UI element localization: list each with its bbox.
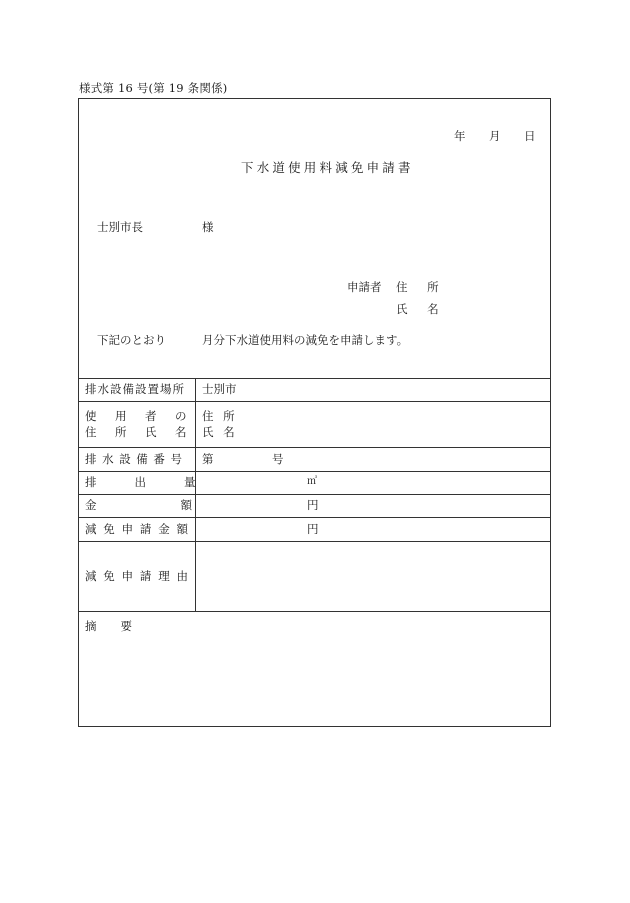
table-rule xyxy=(79,378,550,379)
date-year-label: 年 xyxy=(454,129,466,143)
statement-prefix: 下記のとおり xyxy=(97,333,166,347)
form-title: 下水道使用料減免申請書 xyxy=(241,160,414,175)
user-name-label: 氏 名 xyxy=(202,425,238,439)
table-rule xyxy=(79,517,550,518)
equipment-number-prefix: 第 xyxy=(202,452,214,466)
date-day-label: 日 xyxy=(524,129,536,143)
addressee: 士別市長 xyxy=(97,220,143,234)
honorific: 様 xyxy=(202,220,214,234)
applicant-name-label: 氏 名 xyxy=(396,302,447,316)
user-address-label: 住 所 xyxy=(202,409,238,423)
table-rule xyxy=(79,447,550,448)
statement-body: 月分下水道使用料の減免を申請します。 xyxy=(202,333,409,347)
form-number: 様式第 16 号(第 19 条関係) xyxy=(79,81,228,95)
applicant-address-label: 住 所 xyxy=(396,280,447,294)
table-rule xyxy=(79,611,550,612)
application-form xyxy=(78,98,551,727)
user-label-line1: 使用者の xyxy=(85,409,205,423)
reduction-amount-label: 減免申請金額 xyxy=(85,522,195,536)
reduction-amount-unit: 円 xyxy=(307,522,319,536)
amount-label: 金額 xyxy=(85,498,276,512)
location-label: 排水設備設置場所 xyxy=(85,382,185,396)
amount-unit: 円 xyxy=(307,498,319,512)
table-rule xyxy=(79,471,550,472)
equipment-number-suffix: 号 xyxy=(272,452,284,466)
applicant-label: 申請者 xyxy=(347,280,382,294)
location-value: 士別市 xyxy=(202,382,237,396)
user-label-line2: 住所氏名 xyxy=(85,425,205,439)
equipment-number-label: 排水設備番号 xyxy=(85,452,188,466)
table-rule xyxy=(79,401,550,402)
discharge-unit: ㎥ xyxy=(307,476,317,487)
summary-label: 摘要 xyxy=(85,619,156,633)
discharge-label: 排出量 xyxy=(85,475,234,489)
table-rule xyxy=(79,541,550,542)
reduction-reason-label: 減免申請理由 xyxy=(85,569,195,583)
table-rule xyxy=(79,494,550,495)
date-month-label: 月 xyxy=(489,129,501,143)
